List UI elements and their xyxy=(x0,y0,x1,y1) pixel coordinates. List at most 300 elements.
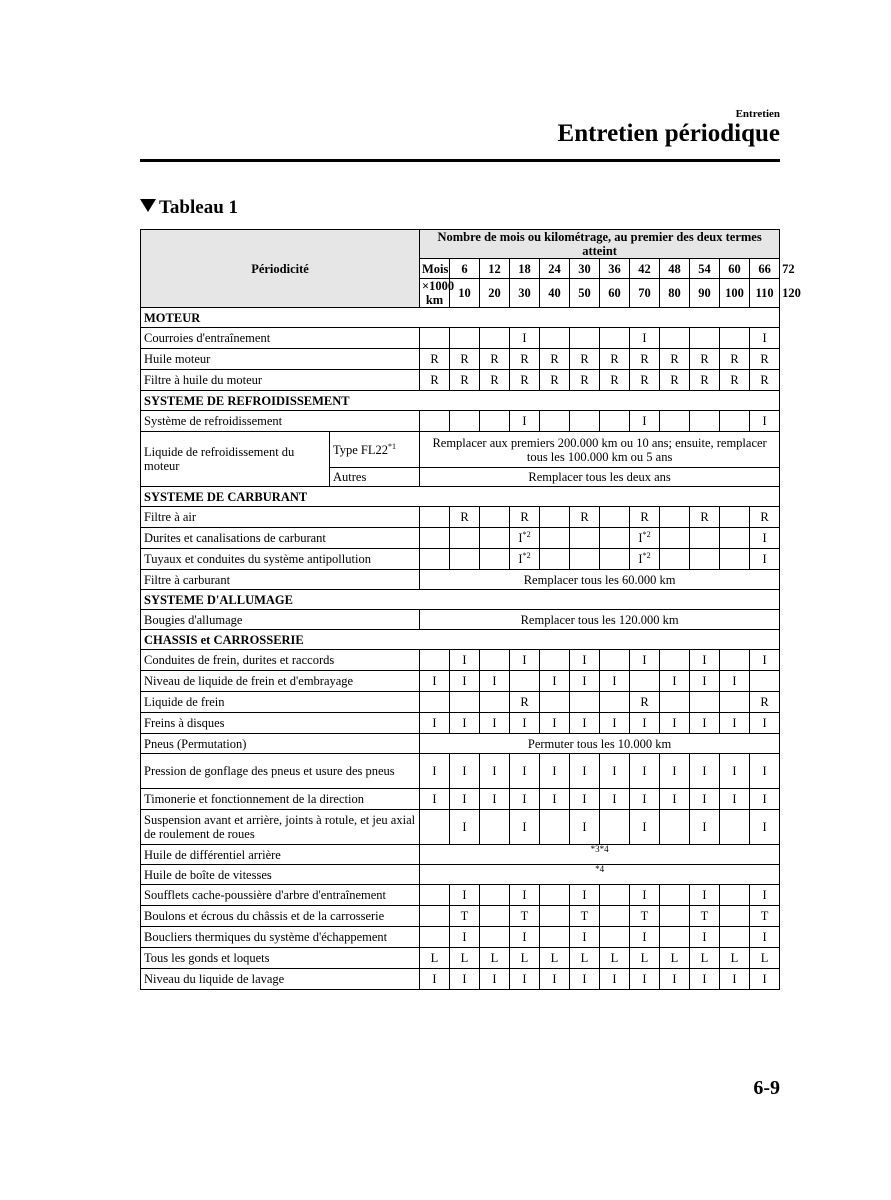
cell-value: I xyxy=(762,716,767,730)
cell-value: I xyxy=(462,674,467,688)
cell-value: L xyxy=(580,951,589,965)
cell-value: T xyxy=(640,909,649,923)
cell-value: L xyxy=(610,951,619,965)
cell-value: I xyxy=(462,930,467,944)
cell-value: I xyxy=(582,972,587,986)
interval-cell xyxy=(480,349,510,370)
cell-value: R xyxy=(520,510,529,524)
cell-value: R xyxy=(700,510,709,524)
interval-cell xyxy=(750,713,780,734)
interval-cell xyxy=(540,754,570,789)
maintenance-table: Périodicité Nombre de mois ou kilométrage, au premier des deux termes atteint Mois 6 12 18 24 30 36 42 48 54 60 66 72 ×1000 km 10 20 30 40 50 60 70 80 90 100 110 120 MOTEUR Courroies d'entraînement I I I Huile moteur R R R R R R R R R R R R Filtre à huile du moteur R R R R R R R R R R R R SYSTEME DE REFROIDISSEMENT Système de refroidissement I I I Liquide de refroidissement du moteur Type FL22$^{*1}$ Remplacer aux premiers 200.000 km ou 10 ans; ensuite, remplacer tous les 100.000 km ou 5 ans Autres Remplacer tous les deux ans SYSTEME DE CARBURANT Filtre à air R R R R R R Durites et canalisations de carburant $I^{*2}$ $I^{*2}$ I Tuyaux et conduites du système antipollution $I^{*2}$ $I^{*2}$ I Filtre à carburant Remplacer tous les 60.000 km SYSTEME D'ALLUMAGE Bougies d'allumage Remplacer tous les 120.000 km CHASSIS et CARROSSERIE Conduites de frein, durites et raccords I I I I I I Niveau de liquide de frein et d'embrayage I I I I I I I I I Liquide de frein R R R Freins à disques I I I I I I I I I I I I Pneus (Permutation) Permuter tous les 10.000 km Pression de gonflage des pneus et usure des pneus I I I I I I I I I I I I Timonerie et fonctionnement de la direction I I I I I I I I I I I I Suspension avant et arrière, joints à rotule, et jeu axial de roulement de roues I I I I I I Huile de différentiel arrière $^{*3*4}$ Huile de boîte de vitesses $^{*4}$ Soufflets cache-poussière d'arbre d'entraînement I I I I I I Boulons et écrous du châssis et de la carrosserie T T T T T T Boucliers thermiques du système d'échappement I I I I I I Tous les gonds et loquets L L L L L L L L L L L L Niveau du liquide de lavage I I I I I I I I I I I I xyxy=(140,229,780,990)
cell-value: I xyxy=(522,716,527,730)
interval-cell xyxy=(720,349,750,370)
interval-cell xyxy=(540,713,570,734)
cell-value: R xyxy=(670,373,679,387)
cell-value: I xyxy=(702,792,707,806)
cell-value: I xyxy=(582,930,587,944)
interval-cell xyxy=(570,507,600,528)
triangle-down-icon xyxy=(140,199,156,212)
interval-cell xyxy=(450,507,480,528)
interval-cell xyxy=(690,885,720,906)
interval-cell xyxy=(660,671,690,692)
interval-cell xyxy=(690,328,720,349)
cell-value: I xyxy=(638,552,643,566)
interval-cell xyxy=(660,754,690,789)
interval-cell xyxy=(510,328,540,349)
cell-value: I xyxy=(612,674,617,688)
cell-value: I xyxy=(732,972,737,986)
interval-cell xyxy=(450,948,480,969)
interval-cell xyxy=(720,906,750,927)
cell-value: L xyxy=(640,951,649,965)
interval-cell xyxy=(750,370,780,391)
interval-cell xyxy=(510,671,540,692)
interval-cell xyxy=(480,370,510,391)
cell-value: I xyxy=(612,792,617,806)
interval-cell xyxy=(420,969,450,990)
cell-value: I xyxy=(762,930,767,944)
interval-cell xyxy=(750,411,780,432)
interval-cell xyxy=(450,370,480,391)
cell-value: I xyxy=(462,764,467,778)
cell-value: I xyxy=(462,653,467,667)
interval-cell xyxy=(630,549,660,570)
km-header: 100 xyxy=(720,279,750,308)
cell-value: I xyxy=(492,972,497,986)
interval-cell xyxy=(660,948,690,969)
table-row xyxy=(141,328,780,349)
interval-cell xyxy=(600,969,630,990)
interval-cell xyxy=(570,789,600,810)
table-heading-text: Tableau 1 xyxy=(159,197,239,218)
cell-footnote: *2 xyxy=(642,530,651,539)
interval-cell xyxy=(750,948,780,969)
span-instruction: Remplacer tous les 120.000 km xyxy=(420,610,780,630)
interval-cell xyxy=(420,549,450,570)
month-header: 60 xyxy=(720,259,750,279)
cell-footnote: *2 xyxy=(642,551,651,560)
interval-cell xyxy=(600,789,630,810)
cell-value: I xyxy=(762,414,767,428)
month-header: 54 xyxy=(690,259,720,279)
interval-cell xyxy=(720,671,750,692)
cell-value: I xyxy=(638,531,643,545)
interval-cell xyxy=(630,411,660,432)
row-label: Pression de gonflage des pneus et usure des pneus xyxy=(141,754,420,789)
span-instruction: Permuter tous les 10.000 km xyxy=(420,734,780,754)
cell-value: I xyxy=(462,792,467,806)
table-row xyxy=(141,549,780,570)
interval-cell xyxy=(450,549,480,570)
interval-cell xyxy=(630,754,660,789)
category-row xyxy=(141,391,780,411)
cell-value: I xyxy=(582,764,587,778)
cell-value: L xyxy=(460,951,469,965)
interval-cell xyxy=(480,713,510,734)
row-label: Conduites de frein, durites et raccords xyxy=(141,650,420,671)
interval-cell xyxy=(630,528,660,549)
interval-cell xyxy=(600,528,630,549)
cell-value: R xyxy=(640,373,649,387)
interval-cell xyxy=(450,906,480,927)
cell-value: I xyxy=(642,792,647,806)
interval-cell xyxy=(600,328,630,349)
cell-value: I xyxy=(672,792,677,806)
table-row xyxy=(141,789,780,810)
month-header: 66 xyxy=(750,259,780,279)
interval-cell xyxy=(510,411,540,432)
interval-cell xyxy=(720,810,750,845)
cell-value: I xyxy=(762,792,767,806)
table-row xyxy=(141,610,780,630)
interval-cell xyxy=(450,754,480,789)
cell-value: I xyxy=(522,331,527,345)
cell-value: T xyxy=(760,909,769,923)
row-label: Pneus (Permutation) xyxy=(141,734,420,754)
cell-value: I xyxy=(522,930,527,944)
cell-value: R xyxy=(670,352,679,366)
cell-value: I xyxy=(732,674,737,688)
cell-value: R xyxy=(760,352,769,366)
cell-value: L xyxy=(760,951,769,965)
table-row xyxy=(141,432,780,468)
interval-cell xyxy=(540,349,570,370)
cell-value: I xyxy=(612,716,617,730)
interval-cell xyxy=(420,528,450,549)
interval-cell xyxy=(630,507,660,528)
row-label: Filtre à carburant xyxy=(141,570,420,590)
interval-cell xyxy=(720,948,750,969)
cell-value: I xyxy=(582,888,587,902)
cell-value: R xyxy=(580,510,589,524)
km-header: 10 xyxy=(450,279,480,308)
cell-value: R xyxy=(460,373,469,387)
cell-value: I xyxy=(432,764,437,778)
page-number: 6-9 xyxy=(753,1077,780,1099)
interval-cell xyxy=(510,349,540,370)
cell-value: I xyxy=(672,716,677,730)
cell-value: I xyxy=(582,820,587,834)
interval-cell xyxy=(720,927,750,948)
cell-value: R xyxy=(760,510,769,524)
interval-cell xyxy=(540,650,570,671)
title-rule xyxy=(140,159,780,162)
month-header: 6 xyxy=(450,259,480,279)
interval-cell xyxy=(630,906,660,927)
cell-value: I xyxy=(702,653,707,667)
interval-cell xyxy=(660,650,690,671)
cell-value: R xyxy=(520,695,529,709)
table-row xyxy=(141,570,780,590)
interval-cell xyxy=(420,948,450,969)
interval-cell xyxy=(420,810,450,845)
interval-cell xyxy=(480,692,510,713)
cell-value: I xyxy=(492,674,497,688)
cell-value: I xyxy=(642,764,647,778)
interval-cell xyxy=(540,370,570,391)
interval-cell xyxy=(450,713,480,734)
span-instruction: Remplacer tous les 60.000 km xyxy=(420,570,780,590)
interval-cell xyxy=(480,885,510,906)
interval-cell xyxy=(720,692,750,713)
interval-cell xyxy=(690,370,720,391)
interval-cell xyxy=(540,528,570,549)
cell-value: I xyxy=(702,764,707,778)
interval-cell xyxy=(510,754,540,789)
interval-cell xyxy=(720,650,750,671)
table-row xyxy=(141,927,780,948)
month-header: 42 xyxy=(630,259,660,279)
cell-value: R xyxy=(640,352,649,366)
cell-value: L xyxy=(700,951,709,965)
cell-value: I xyxy=(462,888,467,902)
interval-cell xyxy=(450,927,480,948)
interval-cell xyxy=(690,969,720,990)
row-label: Suspension avant et arrière, joints à rotule, et jeu axial de roulement de roues xyxy=(141,810,420,845)
month-header: 36 xyxy=(600,259,630,279)
interval-cell xyxy=(600,692,630,713)
category-row xyxy=(141,308,780,328)
cell-value: I xyxy=(642,653,647,667)
interval-cell xyxy=(690,927,720,948)
interval-cell xyxy=(720,528,750,549)
cell-value: R xyxy=(520,352,529,366)
row-label: Niveau de liquide de frein et d'embrayage xyxy=(141,671,420,692)
cell-value: I xyxy=(432,792,437,806)
interval-cell xyxy=(570,969,600,990)
interval-cell xyxy=(420,370,450,391)
interval-cell xyxy=(600,349,630,370)
interval-cell xyxy=(540,948,570,969)
interval-cell xyxy=(480,671,510,692)
interval-cell xyxy=(720,328,750,349)
interval-cell xyxy=(600,370,630,391)
month-header: 12 xyxy=(480,259,510,279)
interval-cell xyxy=(630,810,660,845)
km-header: 60 xyxy=(600,279,630,308)
cell-value: I xyxy=(702,716,707,730)
interval-cell xyxy=(450,650,480,671)
interval-cell xyxy=(660,969,690,990)
interval-cell xyxy=(510,713,540,734)
cell-value: R xyxy=(700,373,709,387)
cell-value: R xyxy=(640,510,649,524)
interval-cell xyxy=(480,969,510,990)
footnote-ref: *4 xyxy=(595,864,605,874)
coolant-instruction: Remplacer aux premiers 200.000 km ou 10 ans; ensuite, remplacer tous les 100.000 km ou 5 ans xyxy=(420,432,780,468)
interval-cell xyxy=(660,411,690,432)
interval-cell xyxy=(600,650,630,671)
coolant-type-label xyxy=(330,432,420,468)
interval-cell xyxy=(510,692,540,713)
cell-value: I xyxy=(762,972,767,986)
interval-cell xyxy=(450,328,480,349)
cell-value: R xyxy=(490,352,499,366)
interval-cell xyxy=(600,810,630,845)
interval-span-header: Nombre de mois ou kilométrage, au premier des deux termes atteint xyxy=(420,230,780,259)
row-label: Liquide de frein xyxy=(141,692,420,713)
cell-value: I xyxy=(522,764,527,778)
km-label: ×1000 km xyxy=(420,279,450,308)
interval-cell xyxy=(600,754,630,789)
cell-value: I xyxy=(462,820,467,834)
interval-cell xyxy=(510,549,540,570)
interval-cell xyxy=(660,810,690,845)
interval-cell xyxy=(480,507,510,528)
cell-value: I xyxy=(642,820,647,834)
interval-cell xyxy=(540,906,570,927)
interval-cell xyxy=(630,692,660,713)
months-label: Mois xyxy=(420,259,450,279)
cell-footnote: *2 xyxy=(522,530,531,539)
interval-cell xyxy=(690,948,720,969)
interval-cell xyxy=(720,885,750,906)
interval-cell xyxy=(540,810,570,845)
interval-cell xyxy=(600,507,630,528)
interval-cell xyxy=(510,528,540,549)
interval-cell xyxy=(570,948,600,969)
row-label: Bougies d'allumage xyxy=(141,610,420,630)
interval-cell xyxy=(690,349,720,370)
interval-cell xyxy=(750,927,780,948)
interval-cell xyxy=(450,692,480,713)
periodicity-header: Périodicité xyxy=(141,230,420,308)
row-label: Système de refroidissement xyxy=(141,411,420,432)
interval-cell xyxy=(690,528,720,549)
table-row xyxy=(141,713,780,734)
interval-cell xyxy=(720,549,750,570)
table-row xyxy=(141,692,780,713)
cell-value: I xyxy=(432,972,437,986)
span-note xyxy=(420,845,780,865)
interval-cell xyxy=(570,692,600,713)
cell-value: R xyxy=(460,352,469,366)
interval-cell xyxy=(750,671,780,692)
interval-cell xyxy=(750,789,780,810)
interval-cell xyxy=(660,507,690,528)
table-row xyxy=(141,370,780,391)
interval-cell xyxy=(720,507,750,528)
cell-value: R xyxy=(700,352,709,366)
cell-value: L xyxy=(670,951,679,965)
table-row xyxy=(141,671,780,692)
cell-value: L xyxy=(520,951,529,965)
cell-value: R xyxy=(730,352,739,366)
interval-cell xyxy=(570,671,600,692)
cell-value: I xyxy=(518,531,523,545)
interval-cell xyxy=(510,370,540,391)
cell-value: I xyxy=(642,972,647,986)
km-header: 20 xyxy=(480,279,510,308)
category-label: SYSTEME DE CARBURANT xyxy=(141,487,780,507)
table-row xyxy=(141,734,780,754)
cell-value: T xyxy=(460,909,469,923)
row-label: Huile de différentiel arrière xyxy=(141,845,420,865)
interval-cell xyxy=(720,754,750,789)
interval-cell xyxy=(570,906,600,927)
row-label: Tous les gonds et loquets xyxy=(141,948,420,969)
interval-cell xyxy=(510,885,540,906)
interval-cell xyxy=(690,789,720,810)
month-header: 48 xyxy=(660,259,690,279)
row-label: Freins à disques xyxy=(141,713,420,734)
interval-cell xyxy=(750,549,780,570)
interval-cell xyxy=(540,507,570,528)
row-label: Niveau du liquide de lavage xyxy=(141,969,420,990)
interval-cell xyxy=(450,671,480,692)
cell-value: I xyxy=(672,972,677,986)
interval-cell xyxy=(510,507,540,528)
coolant-type-name: Type FL22 xyxy=(333,442,389,457)
interval-cell xyxy=(540,549,570,570)
interval-cell xyxy=(540,969,570,990)
interval-cell xyxy=(750,349,780,370)
cell-value: I xyxy=(702,930,707,944)
cell-value: I xyxy=(762,653,767,667)
cell-value: I xyxy=(492,764,497,778)
coolant-other-label: Autres xyxy=(330,468,420,487)
cell-value: I xyxy=(642,888,647,902)
interval-cell xyxy=(420,650,450,671)
interval-cell xyxy=(510,969,540,990)
interval-cell xyxy=(750,754,780,789)
row-label: Liquide de refroidissement du moteur xyxy=(141,432,330,487)
cell-value: I xyxy=(702,820,707,834)
category-label: SYSTEME DE REFROIDISSEMENT xyxy=(141,391,780,411)
interval-cell xyxy=(630,370,660,391)
category-label: MOTEUR xyxy=(141,308,780,328)
cell-value: I xyxy=(518,552,523,566)
interval-cell xyxy=(750,650,780,671)
cell-value: L xyxy=(430,951,439,965)
cell-value: I xyxy=(582,716,587,730)
km-header: 90 xyxy=(690,279,720,308)
cell-value: R xyxy=(430,373,439,387)
interval-cell xyxy=(570,549,600,570)
km-header: 30 xyxy=(510,279,540,308)
row-label: Boulons et écrous du châssis et de la carrosserie xyxy=(141,906,420,927)
month-header: 24 xyxy=(540,259,570,279)
table-row xyxy=(141,948,780,969)
interval-cell xyxy=(630,650,660,671)
interval-cell xyxy=(420,906,450,927)
category-row xyxy=(141,590,780,610)
interval-cell xyxy=(540,789,570,810)
cell-value: R xyxy=(730,373,739,387)
cell-value: I xyxy=(462,972,467,986)
cell-value: R xyxy=(580,373,589,387)
cell-value: I xyxy=(522,792,527,806)
interval-cell xyxy=(690,650,720,671)
interval-cell xyxy=(420,411,450,432)
interval-cell xyxy=(600,885,630,906)
table-row xyxy=(141,349,780,370)
interval-cell xyxy=(570,927,600,948)
cell-value: I xyxy=(432,674,437,688)
interval-cell xyxy=(690,411,720,432)
row-label: Courroies d'entraînement xyxy=(141,328,420,349)
interval-cell xyxy=(510,927,540,948)
interval-cell xyxy=(510,948,540,969)
interval-cell xyxy=(720,713,750,734)
cell-value: R xyxy=(520,373,529,387)
interval-cell xyxy=(690,713,720,734)
interval-cell xyxy=(600,549,630,570)
cell-value: R xyxy=(610,373,619,387)
interval-cell xyxy=(630,969,660,990)
interval-cell xyxy=(510,650,540,671)
